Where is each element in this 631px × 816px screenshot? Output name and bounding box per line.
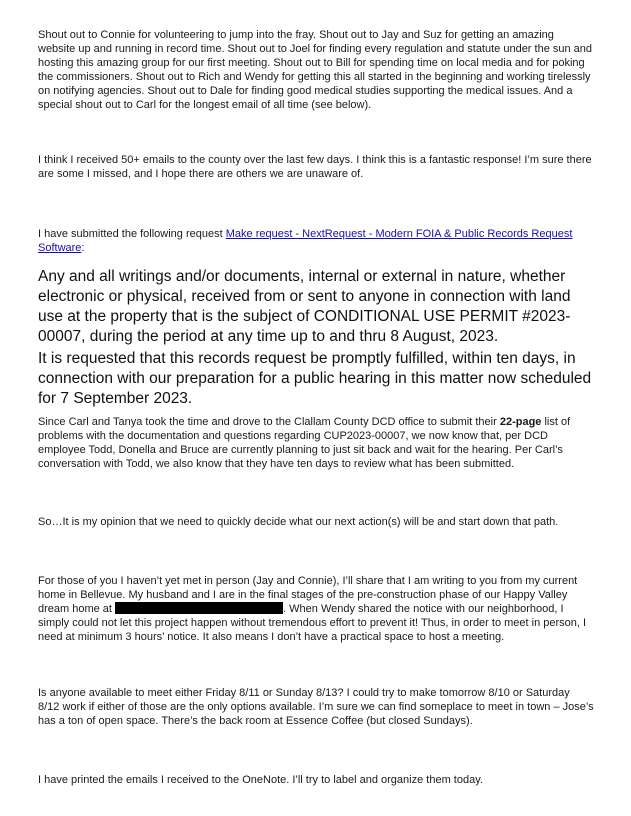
introduction-paragraph (38, 574, 594, 644)
records-request-timing-text: It is requested that this records request be promptly fulfilled, within ten days, in connection with our preparation for a public hearing in this matter now scheduled for 7 September 2023. (38, 350, 592, 407)
request-intro-colon: : (81, 242, 85, 254)
introduction-text-start: For those of you I haven’t yet met in person (Jay and Connie), I’ll share that I am writing to you from my current home in Bellevue. My husband and I are in the final stages of the pre-construction phase of our Happy Valley dream home at (38, 575, 578, 615)
request-intro-text: I have submitted the following request (38, 228, 226, 240)
records-request-text: Any and all writings and/or documents, internal or external in nature, whether electronic or physical, received from or sent to anyone in connection with land use at the property that is the subject of CONDITIONAL USE PERMIT #2023-00007, during the period at any time up to and thru 8 August, 2023. (38, 268, 571, 345)
printed-emails-paragraph: I have printed the emails I received to the OneNote. I’ll try to label and organize them today. (38, 774, 483, 786)
request-intro-paragraph (38, 227, 594, 255)
meeting-paragraph: Is anyone available to meet either Friday 8/11 or Sunday 8/13? I could try to make tomorrow 8/10 or Saturday 8/12 work if either of those are the only options available. I’m sure we can find someplace to meet in town – Jose’s has a ton of open space. There’s the back room at Essence Coffee (but closed Sundays). (38, 687, 594, 727)
dcd-visit-paragraph (38, 415, 594, 471)
nextrequest-link[interactable]: Make request - NextRequest - Modern FOIA & Public Records Request Software (38, 228, 573, 254)
shoutouts-paragraph: Shout out to Connie for volunteering to jump into the fray. Shout out to Jay and Suz for getting an amazing website up and running in record time. Shout out to Joel for finding every regulation and statute under the sun and hosting this amazing group for our first meeting. Shout out to Bill for spending time on local media and for poking the commissioners. Shout out to Rich and Wendy for getting this all started in the beginning and working tirelessly on notifying agencies. Shout out to Dale for finding good medical studies supporting the medical issues. And a special shout out to Carl for the longest email of all time (see below). (38, 29, 593, 111)
redacted-address (115, 602, 283, 614)
dcd-visit-page-count: 22-page (499, 416, 542, 428)
dcd-visit-text-start: Since Carl and Tanya took the time and drove to the Clallam County DCD office to submit their (38, 416, 500, 428)
dcd-visit-text-end: list of problems with the documentation and questions regarding CUP2023-00007, we now know that, per DCD employee Todd, Donella and Bruce are currently planning to just sit back and wait for the hearing. Per Carl’s conversation with Todd, we also know that they have ten days to review what has been submitted. (38, 416, 571, 470)
introduction-text-end: . When Wendy shared the notice with our neighborhood, I simply could not let this project happen without tremendous effort to prevent it! Thus, in order to meet in person, I need at minimum 3 hours’ notice. It also means I don’t have a practical space to host a meeting. (38, 603, 587, 643)
opinion-paragraph: So…It is my opinion that we need to quickly decide what our next action(s) will be and start down that path. (38, 516, 559, 528)
emails-received-paragraph: I think I received 50+ emails to the county over the last few days. I think this is a fantastic response! I’m sure there are some I missed, and I hope there are others we are unaware of. (38, 154, 592, 180)
